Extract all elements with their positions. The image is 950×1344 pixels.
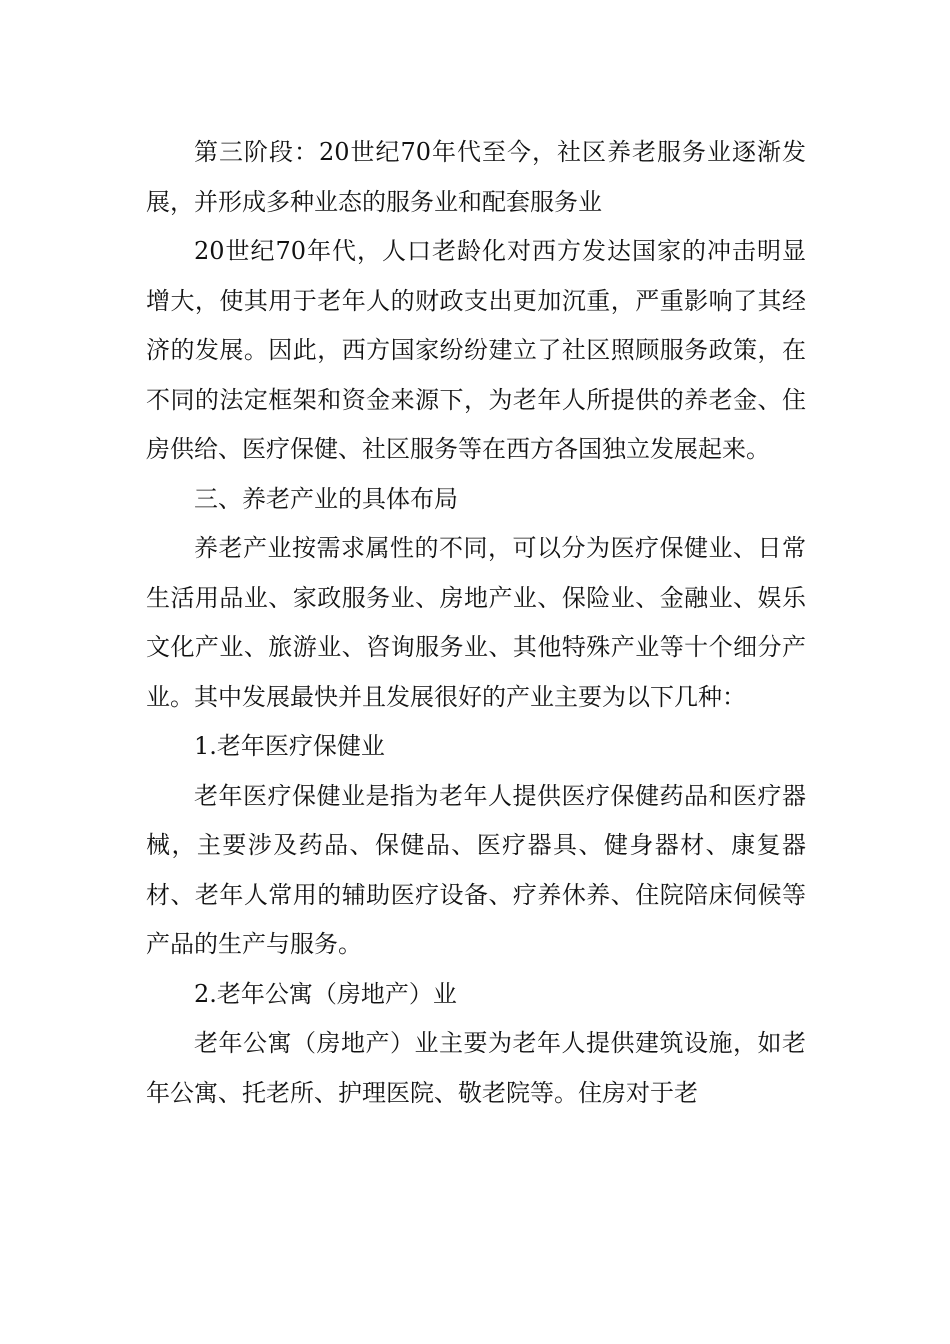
item1-heading: 1.老年医疗保健业: [194, 732, 385, 760]
item2-body-paragraph: 老年公寓（房地产）业主要为老年人提供建筑设施，如老年公寓、托老所、护理医院、敬老院等。住房对于老: [146, 1029, 806, 1107]
document-body: [146, 128, 806, 1118]
section3-heading: 三、养老产业的具体布局: [194, 484, 458, 513]
stage3-heading-paragraph: 第三阶段：20世纪70年代至今，社区养老服务业逐渐发展，并形成多种业态的服务业和配套服务业: [146, 138, 806, 216]
stage3-body-paragraph: 20世纪70年代，人口老龄化对西方发达国家的冲击明显增大，使其用于老年人的财政支出更加沉重，严重影响了其经济的发展。因此，西方国家纷纷建立了社区照顾服务政策，在不同的法定框架和资金来源下，为老年人所提供的养老金、住房供给、医疗保健、社区服务等在西方各国独立发展起来。: [146, 237, 806, 463]
item1-body-paragraph: 老年医疗保健业是指为老年人提供医疗保健药品和医疗器械，主要涉及药品、保健品、医疗器具、健身器材、康复器材、老年人常用的辅助医疗设备、疗养休养、住院陪床伺候等产品的生产与服务。: [146, 781, 806, 958]
item2-heading: 2.老年公寓（房地产）业: [194, 979, 457, 1008]
section3-body-paragraph: 养老产业按需求属性的不同，可以分为医疗保健业、日常生活用品业、家政服务业、房地产业、保险业、金融业、娱乐文化产业、旅游业、咨询服务业、其他特殊产业等十个细分产业。其中发展最快并且发展很好的产业主要为以下几种：: [146, 534, 806, 711]
